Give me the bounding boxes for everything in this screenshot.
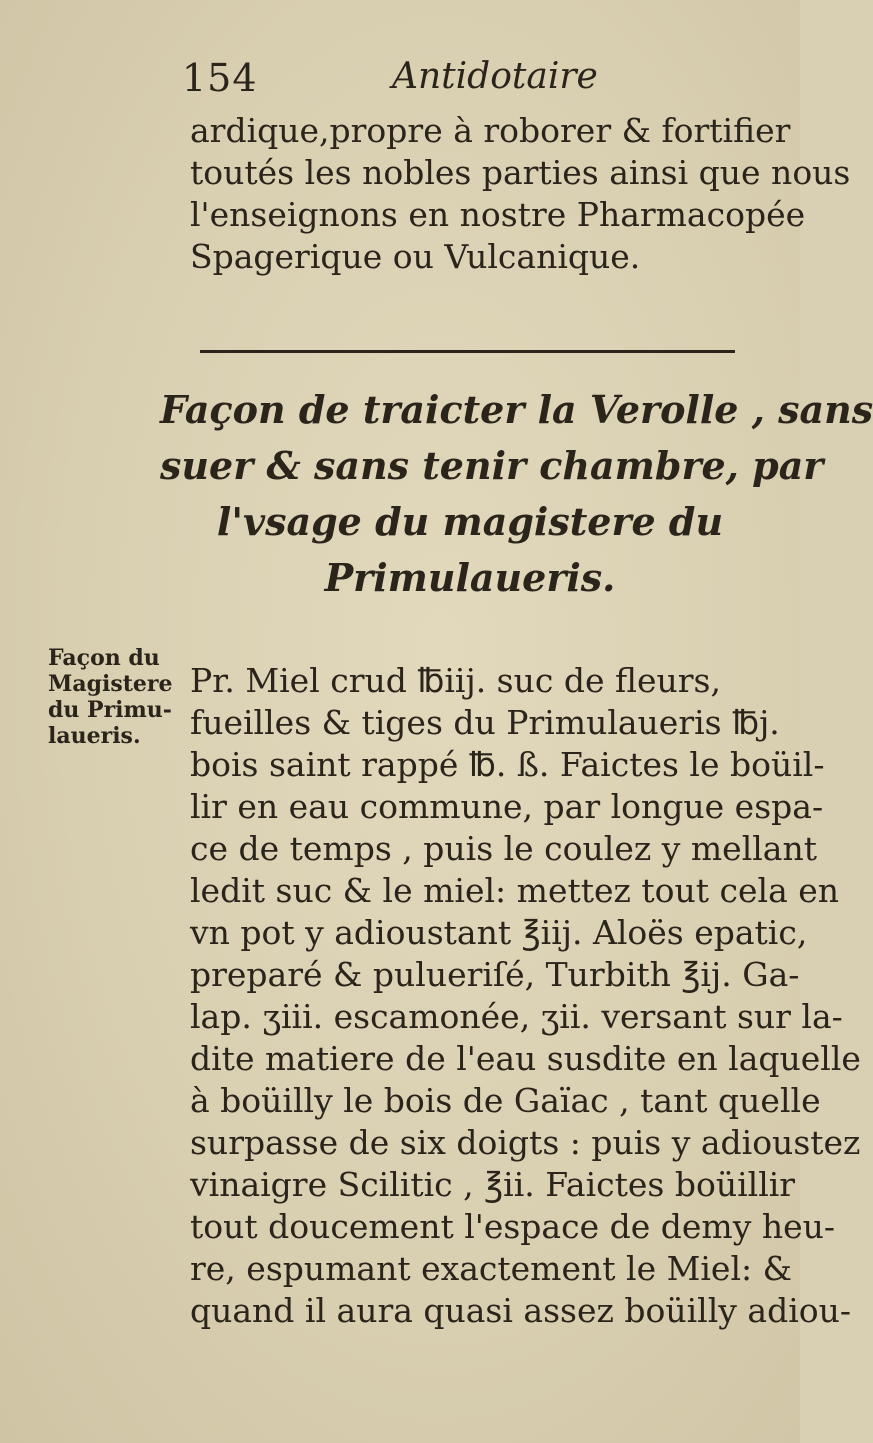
heading-line: Façon de traicter la Verolle , sans [160, 387, 873, 432]
margin-note-line: Magistere [48, 671, 173, 697]
text-line: Spagerique ou Vulcanique. [190, 237, 641, 276]
text-line: à boüilly le bois de Gaïac , tant quelle [190, 1081, 821, 1120]
text-line: fueilles & tiges du Primulaueris ℔j. [190, 703, 780, 742]
text-line: l'enseignons en nostre Pharmacopée [190, 195, 806, 234]
text-line: dite matiere de l'eau susdite en laquelle [190, 1039, 861, 1078]
intro-paragraph [190, 110, 851, 278]
text-line: bois saint rappé ℔. ß. Faictes le boüil- [190, 745, 825, 784]
page-number: 154 [182, 56, 258, 100]
text-line: re, espumant exactement le Miel: & [190, 1249, 792, 1288]
text-line: lir en eau commune, par longue espa- [190, 787, 824, 826]
text-line: Pr. Miel crud ℔iij. suc de fleurs, [190, 661, 721, 700]
text-line: ardique,propre à roborer & fortifier [190, 111, 791, 150]
margin-note-line: du Primu- [48, 697, 172, 723]
margin-note-line: Façon du [48, 645, 160, 671]
page-header [182, 52, 760, 112]
text-line: vn pot y adioustant ℥iij. Aloës epatic, [190, 913, 808, 952]
section-heading [160, 382, 873, 606]
heading-line: suer & sans tenir chambre, par [160, 443, 824, 488]
text-line: preparé & pulueriſé, Turbith ℥ij. Ga- [190, 955, 800, 994]
margin-note-line: laueris. [48, 723, 141, 749]
text-line: tout doucement l'espace de demy heu- [190, 1207, 836, 1246]
recipe-paragraph [190, 660, 861, 1332]
text-line: quand il aura quasi assez boüilly adiou- [190, 1291, 852, 1330]
text-line: toutés les nobles parties ainsi que nous [190, 153, 851, 192]
text-line: surpasse de six doigts : puis y adioustez [190, 1123, 861, 1162]
text-line: lap. ʒiii. escamonée, ʒii. versant sur la- [190, 997, 843, 1036]
text-line: ce de temps , puis le coulez y mellant [190, 829, 817, 868]
running-title: Antidotaire [392, 56, 598, 97]
margin-note [48, 645, 188, 749]
section-divider [200, 350, 735, 353]
heading-line: l'vsage du magistere du [216, 499, 724, 544]
text-line: ledit suc & le miel: mettez tout cela en [190, 871, 840, 910]
heading-line: Primulaueris. [324, 555, 616, 600]
text-line: vinaigre Scilitic , ℥ii. Faictes boüillir [190, 1165, 796, 1204]
